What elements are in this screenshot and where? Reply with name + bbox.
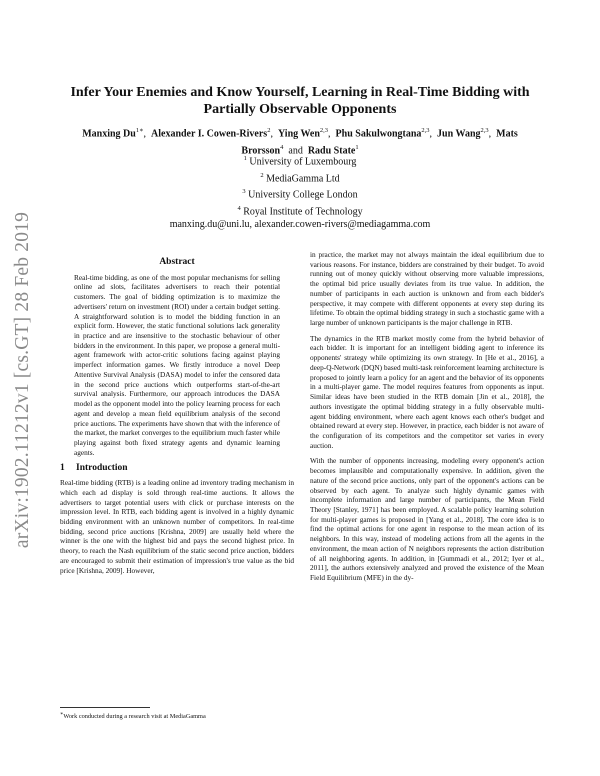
title-line-2: Partially Observable Opponents: [203, 102, 397, 117]
affiliation: $^3$ University College London: [242, 188, 358, 201]
intro-paragraph-1: Real-time bidding (RTB) is a leading online ad inventory trading mechanism in which each ad display is sold through real-time auctions. It allows the advertisers to target potential users with click or purchase interests on the impression level. In RTB, each bidding agent is involved in a highly dynamic bidding environment with an unknown number of competitors. In real-time bidding, second price auctions [Krishna, 2009] are usually held where the winner is the one with the highest bid and pays the second highest price. In theory, to reach the Nash equilibrium of the static second price auction, bidders are encouraged to submit their estimation of impression's true value as the bid price [Krishna, 2009]. However,: [60, 478, 294, 575]
abstract-heading: Abstract: [159, 257, 195, 267]
author-name: Alexander I. Cowen-Rivers: [151, 128, 268, 140]
author-sup: 2,3: [480, 127, 489, 134]
author-name: Mats Brorsson: [241, 128, 518, 157]
author-and: and: [288, 145, 303, 157]
footnote: [60, 707, 294, 721]
body-paragraph-1: in practice, the market may not always maintain the ideal equilibrium due to various reasons. For instance, bidders are constrained by their budget. To avoid running out of money quickly without observing more valuable impressions, the optimal bid price usually deviates from its true value. In addition, the number of participants in each auction is unknown and from each bidder's perspective, it may compete with different opponents at every step during its lifetime. To obtain the optimal bidding strategy in such a stochastic game with a large number of unknown participants is the major challenge in RTB.: [310, 250, 544, 328]
author-sup: 2,3: [421, 127, 430, 134]
affiliation-list: [60, 152, 540, 231]
body-paragraph-3: With the number of opponents increasing, modeling every opponent's action becomes implausible and computationally expensive. In addition, given the nature of the second price auctions, only part of the opponent's actions can be observed by each agent. To analyze such highly dynamic games with incomplete information and large number of participants, the Mean Field Theory [Stanley, 1971] has been employed. A scalable policy learning solution for multi-player games is proposed in [Yang et al., 2018]. The core idea is to find the optimal actions for one agent in response to the mean action of its neighbors. In this way, instead of modeling actions from all the agents in the environment, the mean action of N neighbors represents the action distribution of all neighboring agents. In addition, in [Gummadi et al., 2012; Iyer et al., 2011], the authors extensively analyzed and proved the existence of the Mean Field Equilibrium (MFE) in the dy-: [310, 456, 544, 582]
author-name: Manxing Du: [82, 128, 136, 140]
footnote-rule: [60, 707, 150, 708]
section-heading-introduction: [60, 464, 294, 474]
affiliation: $^2$ MediaGamma Ltd: [260, 171, 340, 184]
arxiv-identifier: arXiv:1902.11212v1 [cs.GT] 28 Feb 2019: [12, 211, 33, 549]
author-sup: 1∗: [135, 127, 144, 134]
title-line-1: Infer Your Enemies and Know Yourself, Learning in Real-Time Bidding with: [70, 85, 530, 100]
author-sup: 2: [267, 127, 271, 134]
author-emails: manxing.du@uni.lu, alexander.cowen-rivers@mediagamma.com: [169, 219, 431, 231]
section-title: Introduction: [76, 463, 128, 474]
abstract-text: Real-time bidding, as one of the most popular mechanisms for selling online ad slots, facilitates advertisers to reach their potential customers. The goal of bidding optimization is to maximize the advertisers' return on investment (ROI) under a certain budget setting. A straightforward solution is to model the bidding function in an explicit form. However, the static functional solutions lack generality in practice and are insensitive to the stochastic behaviour of other bidders in the environment. In this paper, we propose a general multi-agent framework with actor-critic solutions facing against playing imperfect information games. We firstly introduce a novel Deep Attentive Survival Analysis (DASA) model to infer the censored data in the second price auctions which outperforms start-of-the-art survival analysis. Furthermore, our approach introduces the DASA model as the opponent model into the policy learning process for each agent and develop a mean field equilibrium analysis of the second price auctions. The experiments have shown that with the inference of the market, the market converges to the equilibrium much faster while playing against both fixed strategy agents and dynamic learning agents.: [74, 272, 280, 457]
author-sup: 4: [280, 144, 284, 152]
section-number: 1: [60, 463, 65, 474]
author-name: Radu State: [307, 145, 356, 157]
paper-title: [60, 84, 540, 118]
author-list: Manxing $Du^{1∗}$, Alexander I. Cowen-Rivers$^2$, Ying Wen$^{2,3}$, Phu Sakulwongtana$^{2,3}$, Jun Wang$^{2,3}$, Mats Brorsson$^4$ and Radu State$^1$: [82, 127, 518, 157]
footnote-text: Work conducted during a research visit at MediaGamma: [63, 713, 206, 721]
footnote-mark: ∗: [60, 712, 64, 717]
arxiv-sidebar: [6, 190, 40, 570]
author-name: Phu Sakulwongtana: [335, 128, 422, 140]
affiliation: $^1$ University of Luxembourg: [243, 155, 357, 168]
right-column: [310, 250, 544, 583]
left-column: [60, 258, 294, 575]
affiliation: $^4$ Royal Institute of Technology: [237, 204, 363, 217]
author-name: Jun Wang: [437, 128, 481, 140]
author-sup: 2,3: [319, 127, 329, 134]
author-sup: 1: [355, 144, 359, 152]
author-name: Ying Wen: [277, 128, 320, 140]
body-paragraph-2: The dynamics in the RTB market mostly come from the hybrid behavior of each bidder. It is important for an intelligent bidding agent to inference its opponents' strategy while optimizing its own strategy. In [He et al., 2016], a deep-Q-Network (DQN) based multi-task reinforcement learning architecture is proposed to jointly learn a policy for an agent and the behavior of its opponents in a multi-player game. The model requires features from opponents as input. Similar ideas have been studied in the RTB domain [Jin et al., 2018], the authors investigate the optimal bidding strategy in a fully observable multi-agent bidding environment, where each agent knows each other's budget and obtained reward at every step. However, in practice, each bidder is not aware of the configuration of its competitors and the competitor set varies in every auction.: [310, 333, 544, 450]
